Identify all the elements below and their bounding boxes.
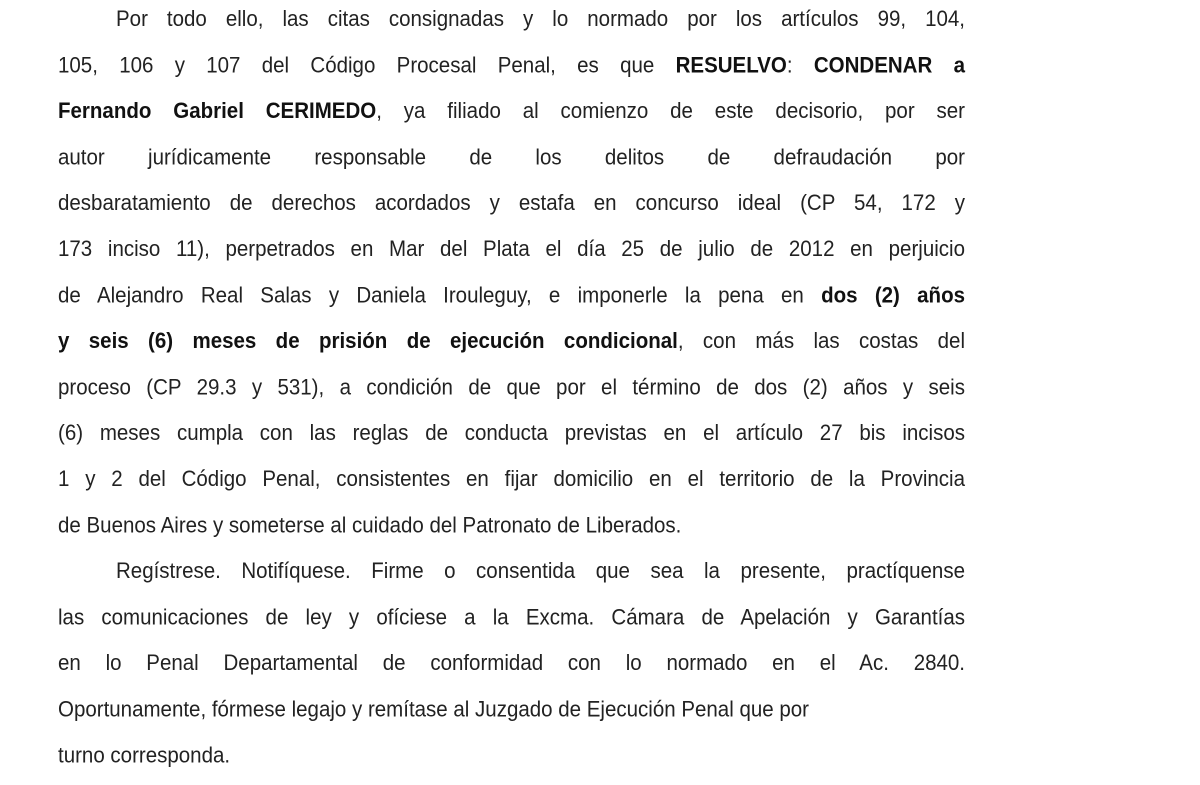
text-line bbox=[58, 549, 965, 595]
bold-text: y seis (6) meses de prisión de ejecución condicional bbox=[58, 328, 678, 354]
document-body bbox=[58, 0, 965, 779]
text-segment: Oportunamente, fórmese legajo y remítase al Juzgado de Ejecución Penal que por bbox=[58, 696, 809, 722]
text-line bbox=[58, 0, 965, 43]
bold-text: CONDENAR a bbox=[813, 52, 965, 78]
bold-text: Fernando Gabriel CERIMEDO bbox=[58, 98, 377, 124]
text-segment: : bbox=[786, 52, 814, 78]
text-line bbox=[58, 411, 965, 457]
text-segment: proceso (CP 29.3 y 531), a condición de que por el término de dos (2) años y seis bbox=[58, 374, 965, 400]
text-line bbox=[58, 687, 965, 733]
text-line bbox=[58, 641, 965, 687]
text-line bbox=[58, 365, 965, 411]
text-segment: 105, 106 y 107 del Código Procesal Penal, es que bbox=[58, 52, 676, 78]
text-line bbox=[58, 319, 965, 365]
text-line bbox=[58, 733, 965, 779]
text-segment: desbaratamiento de derechos acordados y estafa en concurso ideal (CP 54, 172 y bbox=[58, 190, 965, 216]
text-segment: autor jurídicamente responsable de los delitos de defraudación por bbox=[58, 144, 965, 170]
text-line bbox=[58, 89, 965, 135]
text-segment: de Buenos Aires y someterse al cuidado del Patronato de Liberados. bbox=[58, 512, 682, 538]
text-segment: 1 y 2 del Código Penal, consistentes en fijar domicilio en el territorio de la Provincia bbox=[58, 466, 965, 492]
text-line bbox=[58, 595, 965, 641]
text-line bbox=[58, 457, 965, 503]
text-segment: Regístrese. Notifíquese. Firme o consentida que sea la presente, practíquense bbox=[116, 558, 965, 584]
text-segment: de Alejandro Real Salas y Daniela Irouleguy, e imponerle la pena en bbox=[58, 282, 822, 308]
text-line bbox=[58, 181, 965, 227]
text-line bbox=[58, 227, 965, 273]
bold-text: RESUELVO bbox=[675, 52, 787, 78]
text-line bbox=[58, 135, 965, 181]
text-segment: 173 inciso 11), perpetrados en Mar del Plata el día 25 de julio de 2012 en perjuicio bbox=[58, 236, 965, 262]
text-segment: las comunicaciones de ley y ofíciese a la Excma. Cámara de Apelación y Garantías bbox=[58, 604, 965, 630]
text-segment: (6) meses cumpla con las reglas de conducta previstas en el artículo 27 bis incisos bbox=[58, 420, 965, 446]
bold-text: dos (2) años bbox=[821, 282, 965, 308]
text-line bbox=[58, 273, 965, 319]
text-segment: , ya filiado al comienzo de este decisorio, por ser bbox=[376, 98, 965, 124]
text-segment: Por todo ello, las citas consignadas y lo normado por los artículos 99, 104, bbox=[116, 6, 965, 32]
text-line bbox=[58, 503, 965, 549]
text-segment: en lo Penal Departamental de conformidad con lo normado en el Ac. 2840. bbox=[58, 650, 965, 676]
text-segment: , con más las costas del bbox=[677, 328, 966, 354]
text-line bbox=[58, 43, 965, 89]
text-segment: turno corresponda. bbox=[58, 742, 231, 768]
